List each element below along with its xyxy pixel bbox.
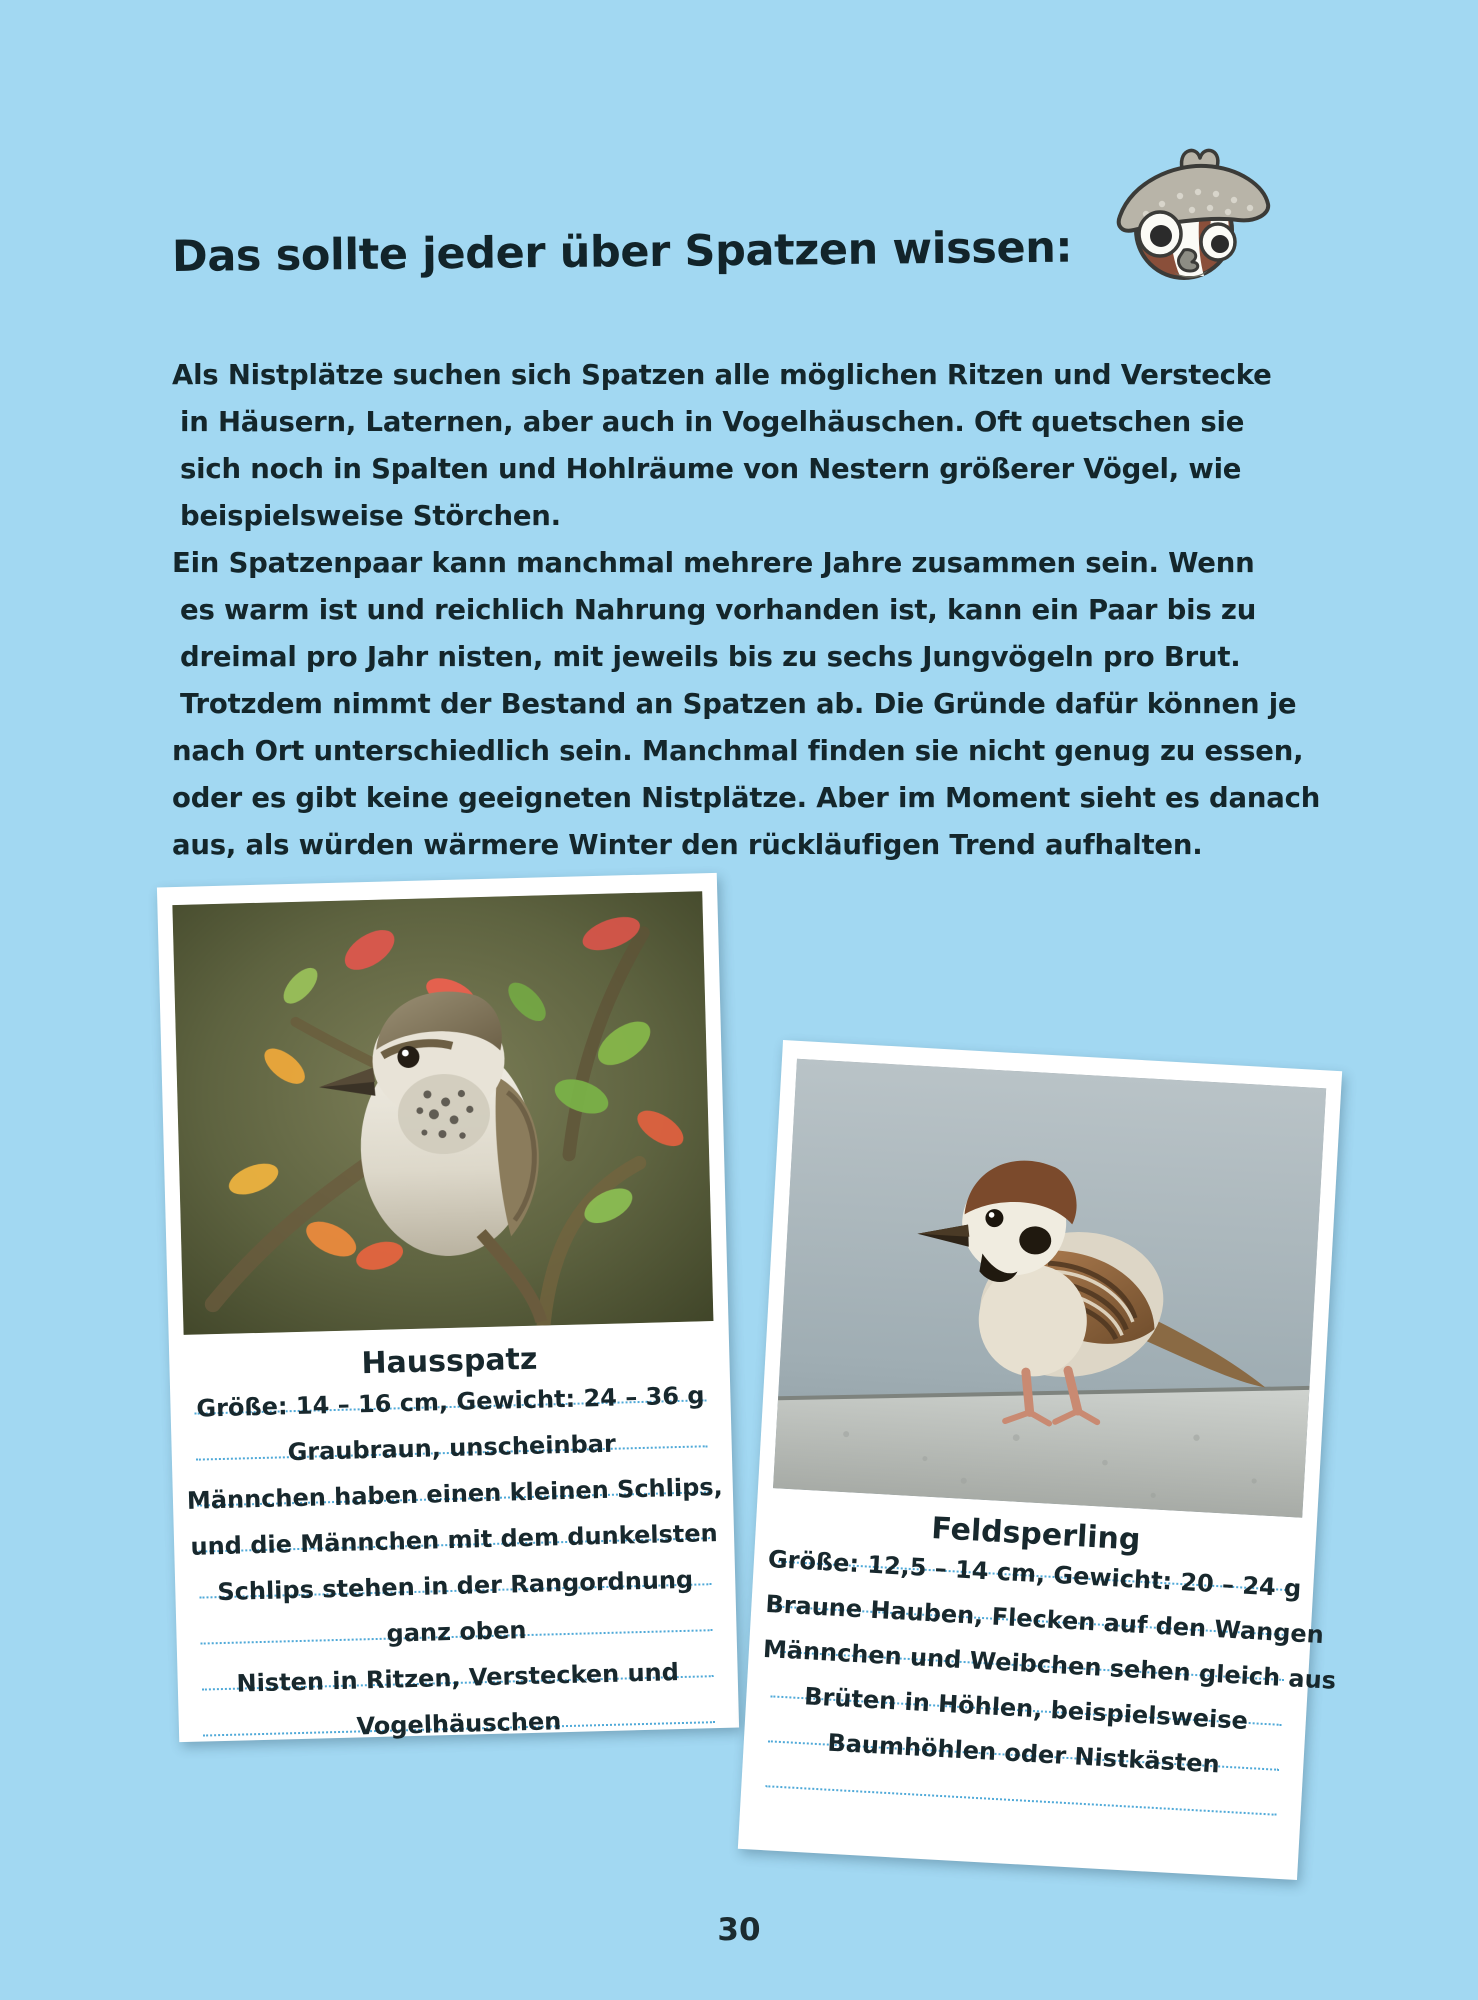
card-title: Feldsperling bbox=[930, 1511, 1142, 1558]
card-fact: und die Männchen mit dem dunkelsten bbox=[190, 1519, 718, 1561]
page-number: 30 bbox=[717, 1912, 761, 1948]
caption-feldsperling bbox=[757, 1502, 1337, 1791]
card-fact: Braune Hauben, Flecken auf den Wangen bbox=[764, 1589, 1325, 1650]
card-fact: Graubraun, unscheinbar bbox=[287, 1429, 617, 1467]
body-line: sich noch in Spalten und Hohlräume von Nestern größerer Vögel, wie bbox=[180, 453, 1242, 485]
card-fact: Baumhöhlen oder Nistkästen bbox=[826, 1728, 1221, 1779]
photo-card-feldsperling bbox=[738, 1040, 1342, 1880]
page-title: Das sollte jeder über Spatzen wissen: bbox=[171, 222, 1073, 282]
body-line: nach Ort unterschiedlich sein. Manchmal finden sie nicht genug zu essen, bbox=[172, 735, 1304, 767]
body-line: Als Nistplätze suchen sich Spatzen alle möglichen Ritzen und Verstecke bbox=[172, 359, 1272, 391]
body-line: in Häusern, Laternen, aber auch in Vogelhäuschen. Oft quetschen sie bbox=[180, 406, 1245, 438]
card-fact: Größe: 12,5 – 14 cm, Gewicht: 20 – 24 g bbox=[767, 1544, 1303, 1603]
body-line: oder es gibt keine geeigneten Nistplätze. Aber im Moment sieht es danach bbox=[172, 782, 1321, 814]
card-fact: ganz oben bbox=[386, 1616, 527, 1648]
card-fact: Brüten in Höhlen, beispielsweise bbox=[803, 1682, 1249, 1735]
card-title: Hausspatz bbox=[361, 1341, 538, 1382]
body-line: Ein Spatzenpaar kann manchmal mehrere Jahre zusammen sein. Wenn bbox=[172, 547, 1255, 579]
card-fact: Männchen haben einen kleinen Schlips, bbox=[186, 1472, 724, 1515]
tree-sparrow-photo bbox=[773, 1059, 1326, 1518]
body-line: aus, als würden wärmere Winter den rückläufigen Trend aufhalten. bbox=[172, 829, 1203, 861]
card-fact: Schlips stehen in der Rangordnung bbox=[217, 1565, 694, 1607]
photo-card-hausspatz bbox=[157, 873, 739, 1742]
card-fact: Männchen und Weibchen sehen gleich aus bbox=[762, 1634, 1337, 1695]
card-fact: Größe: 14 – 16 cm, Gewicht: 24 – 36 g bbox=[196, 1381, 705, 1423]
body-line: dreimal pro Jahr nisten, mit jeweils bis zu sechs Jungvögeln pro Brut. bbox=[180, 641, 1241, 673]
body-text bbox=[172, 352, 1321, 869]
body-line: es warm ist und reichlich Nahrung vorhanden ist, kann ein Paar bis zu bbox=[180, 594, 1257, 626]
sparrow-mascot-icon bbox=[1088, 138, 1278, 288]
card-fact: Nisten in Ritzen, Verstecken und bbox=[236, 1658, 680, 1698]
house-sparrow-photo bbox=[172, 891, 713, 1335]
body-line: beispielsweise Störchen. bbox=[180, 500, 561, 532]
body-line: Trotzdem nimmt der Bestand an Spatzen ab. Die Gründe dafür können je bbox=[180, 688, 1297, 720]
card-fact: Vogelhäuschen bbox=[356, 1707, 562, 1741]
caption-hausspatz bbox=[183, 1337, 725, 1754]
